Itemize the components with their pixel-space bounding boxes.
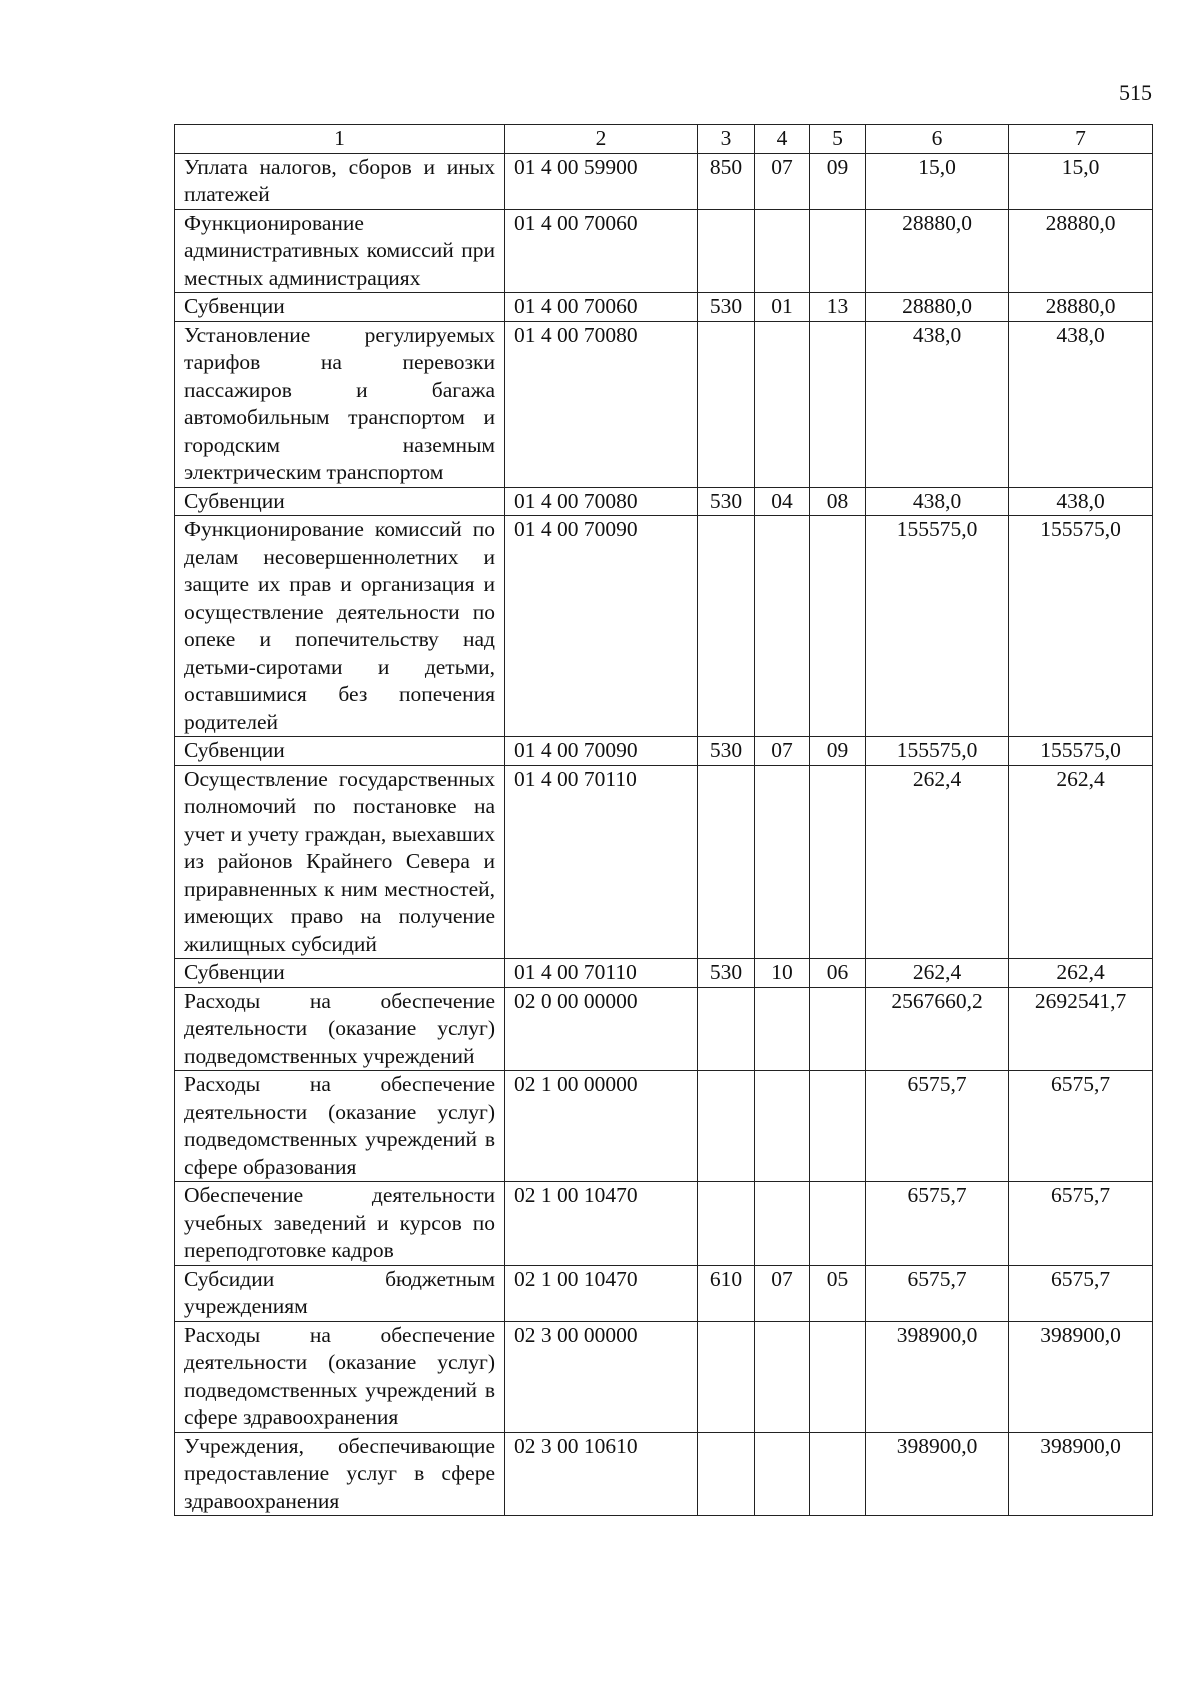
row-amount-1-cell: 262,4 xyxy=(866,959,1009,988)
row-code-cell: 02 1 00 10470 xyxy=(505,1265,698,1321)
row-section-cell xyxy=(755,1321,810,1432)
row-amount-2-cell: 438,0 xyxy=(1009,487,1153,516)
table-row xyxy=(175,1071,1153,1182)
row-section-cell: 07 xyxy=(755,153,810,209)
row-subsection-cell: 09 xyxy=(810,153,866,209)
row-amount-2-cell: 155575,0 xyxy=(1009,516,1153,737)
table-row xyxy=(175,209,1153,293)
table-body xyxy=(175,153,1153,1516)
row-expense-type-cell xyxy=(698,1321,755,1432)
row-expense-type-cell xyxy=(698,516,755,737)
row-amount-2-cell: 28880,0 xyxy=(1009,293,1153,322)
row-subsection-cell xyxy=(810,765,866,959)
row-expense-type-cell xyxy=(698,765,755,959)
row-expense-type-cell xyxy=(698,209,755,293)
row-code-cell: 01 4 00 70060 xyxy=(505,293,698,322)
page-number: 515 xyxy=(1119,80,1152,105)
row-expense-type-cell xyxy=(698,1432,755,1516)
table-row xyxy=(175,516,1153,737)
row-name-cell: Расходы на обеспечение деятельности (оказание услуг) подведомственных учреждений xyxy=(175,987,505,1071)
table-row xyxy=(175,487,1153,516)
row-name-cell: Уплата налогов, сборов и иных платежей xyxy=(175,153,505,209)
row-amount-2-cell: 398900,0 xyxy=(1009,1432,1153,1516)
row-subsection-cell: 13 xyxy=(810,293,866,322)
row-code-cell: 01 4 00 70090 xyxy=(505,516,698,737)
row-section-cell: 04 xyxy=(755,487,810,516)
row-name-cell: Субсидии бюджетным учреждениям xyxy=(175,1265,505,1321)
budget-table xyxy=(174,124,1153,1516)
table-row xyxy=(175,153,1153,209)
row-name-cell: Субвенции xyxy=(175,487,505,516)
row-expense-type-cell: 610 xyxy=(698,1265,755,1321)
row-section-cell: 01 xyxy=(755,293,810,322)
table-row xyxy=(175,293,1153,322)
row-name-cell: Функционирование административных комиссий при местных администрациях xyxy=(175,209,505,293)
row-amount-1-cell: 6575,7 xyxy=(866,1182,1009,1266)
row-name-cell: Расходы на обеспечение деятельности (оказание услуг) подведомственных учреждений в сфере образования xyxy=(175,1071,505,1182)
row-subsection-cell: 05 xyxy=(810,1265,866,1321)
row-amount-1-cell: 6575,7 xyxy=(866,1265,1009,1321)
row-amount-1-cell: 155575,0 xyxy=(866,516,1009,737)
row-name-cell: Субвенции xyxy=(175,959,505,988)
row-amount-2-cell: 155575,0 xyxy=(1009,737,1153,766)
row-amount-2-cell: 6575,7 xyxy=(1009,1071,1153,1182)
row-amount-2-cell: 438,0 xyxy=(1009,321,1153,487)
row-section-cell: 07 xyxy=(755,1265,810,1321)
row-amount-1-cell: 438,0 xyxy=(866,321,1009,487)
row-name-cell: Установление регулируемых тарифов на перевозки пассажиров и багажа автомобильным транспортом и городским наземным электрическим транспортом xyxy=(175,321,505,487)
table-row xyxy=(175,987,1153,1071)
row-name-cell: Субвенции xyxy=(175,737,505,766)
row-amount-2-cell: 6575,7 xyxy=(1009,1265,1153,1321)
row-section-cell xyxy=(755,987,810,1071)
row-section-cell: 07 xyxy=(755,737,810,766)
row-amount-1-cell: 398900,0 xyxy=(866,1432,1009,1516)
row-name-cell: Учреждения, обеспечивающие предоставление услуг в сфере здравоохранения xyxy=(175,1432,505,1516)
row-section-cell xyxy=(755,765,810,959)
row-section-cell xyxy=(755,516,810,737)
table-row xyxy=(175,1432,1153,1516)
table-row xyxy=(175,737,1153,766)
row-expense-type-cell: 530 xyxy=(698,487,755,516)
table-row xyxy=(175,1265,1153,1321)
row-amount-2-cell: 2692541,7 xyxy=(1009,987,1153,1071)
row-section-cell xyxy=(755,1432,810,1516)
row-code-cell: 01 4 00 70090 xyxy=(505,737,698,766)
row-code-cell: 01 4 00 70110 xyxy=(505,959,698,988)
row-amount-1-cell: 398900,0 xyxy=(866,1321,1009,1432)
row-amount-1-cell: 28880,0 xyxy=(866,293,1009,322)
row-amount-2-cell: 262,4 xyxy=(1009,959,1153,988)
column-header: 3 xyxy=(698,125,755,154)
row-amount-1-cell: 438,0 xyxy=(866,487,1009,516)
row-name-cell: Функционирование комиссий по делам несовершеннолетних и защите их прав и организация и осуществление деятельности по опеке и попечительству над детьми-сиротами и детьми, оставшимися без попечения родителей xyxy=(175,516,505,737)
row-code-cell: 02 0 00 00000 xyxy=(505,987,698,1071)
table-row xyxy=(175,321,1153,487)
row-subsection-cell xyxy=(810,1432,866,1516)
row-amount-1-cell: 2567660,2 xyxy=(866,987,1009,1071)
row-amount-2-cell: 262,4 xyxy=(1009,765,1153,959)
row-subsection-cell xyxy=(810,321,866,487)
row-amount-1-cell: 262,4 xyxy=(866,765,1009,959)
row-expense-type-cell: 530 xyxy=(698,737,755,766)
row-code-cell: 02 1 00 00000 xyxy=(505,1071,698,1182)
row-amount-2-cell: 6575,7 xyxy=(1009,1182,1153,1266)
row-section-cell xyxy=(755,209,810,293)
table-row xyxy=(175,1321,1153,1432)
row-name-cell: Расходы на обеспечение деятельности (оказание услуг) подведомственных учреждений в сфере здравоохранения xyxy=(175,1321,505,1432)
row-subsection-cell xyxy=(810,209,866,293)
row-section-cell xyxy=(755,1071,810,1182)
row-code-cell: 02 3 00 10610 xyxy=(505,1432,698,1516)
header-row xyxy=(175,125,1153,154)
row-section-cell: 10 xyxy=(755,959,810,988)
row-amount-2-cell: 28880,0 xyxy=(1009,209,1153,293)
column-header: 1 xyxy=(175,125,505,154)
row-subsection-cell: 06 xyxy=(810,959,866,988)
row-amount-1-cell: 15,0 xyxy=(866,153,1009,209)
row-subsection-cell xyxy=(810,1182,866,1266)
row-name-cell: Субвенции xyxy=(175,293,505,322)
row-amount-2-cell: 398900,0 xyxy=(1009,1321,1153,1432)
row-section-cell xyxy=(755,321,810,487)
row-code-cell: 01 4 00 70060 xyxy=(505,209,698,293)
row-subsection-cell xyxy=(810,516,866,737)
row-name-cell: Осуществление государственных полномочий по постановке на учет и учету граждан, выехавших из районов Крайнего Севера и приравненных к ним местностей, имеющих право на получение жилищных субсидий xyxy=(175,765,505,959)
table-row xyxy=(175,959,1153,988)
column-header: 6 xyxy=(866,125,1009,154)
row-expense-type-cell: 850 xyxy=(698,153,755,209)
row-name-cell: Обеспечение деятельности учебных заведений и курсов по переподготовке кадров xyxy=(175,1182,505,1266)
table-row xyxy=(175,1182,1153,1266)
row-amount-1-cell: 6575,7 xyxy=(866,1071,1009,1182)
row-subsection-cell: 08 xyxy=(810,487,866,516)
row-expense-type-cell: 530 xyxy=(698,293,755,322)
row-subsection-cell xyxy=(810,1321,866,1432)
row-expense-type-cell xyxy=(698,1071,755,1182)
column-header: 7 xyxy=(1009,125,1153,154)
column-header: 4 xyxy=(755,125,810,154)
row-code-cell: 02 1 00 10470 xyxy=(505,1182,698,1266)
row-subsection-cell: 09 xyxy=(810,737,866,766)
column-header: 5 xyxy=(810,125,866,154)
row-code-cell: 01 4 00 70110 xyxy=(505,765,698,959)
row-expense-type-cell xyxy=(698,321,755,487)
row-amount-1-cell: 155575,0 xyxy=(866,737,1009,766)
row-subsection-cell xyxy=(810,1071,866,1182)
row-amount-1-cell: 28880,0 xyxy=(866,209,1009,293)
row-amount-2-cell: 15,0 xyxy=(1009,153,1153,209)
row-expense-type-cell: 530 xyxy=(698,959,755,988)
column-header: 2 xyxy=(505,125,698,154)
row-subsection-cell xyxy=(810,987,866,1071)
row-code-cell: 01 4 00 70080 xyxy=(505,321,698,487)
row-code-cell: 01 4 00 59900 xyxy=(505,153,698,209)
row-expense-type-cell xyxy=(698,987,755,1071)
row-code-cell: 01 4 00 70080 xyxy=(505,487,698,516)
table-row xyxy=(175,765,1153,959)
row-code-cell: 02 3 00 00000 xyxy=(505,1321,698,1432)
row-expense-type-cell xyxy=(698,1182,755,1266)
row-section-cell xyxy=(755,1182,810,1266)
